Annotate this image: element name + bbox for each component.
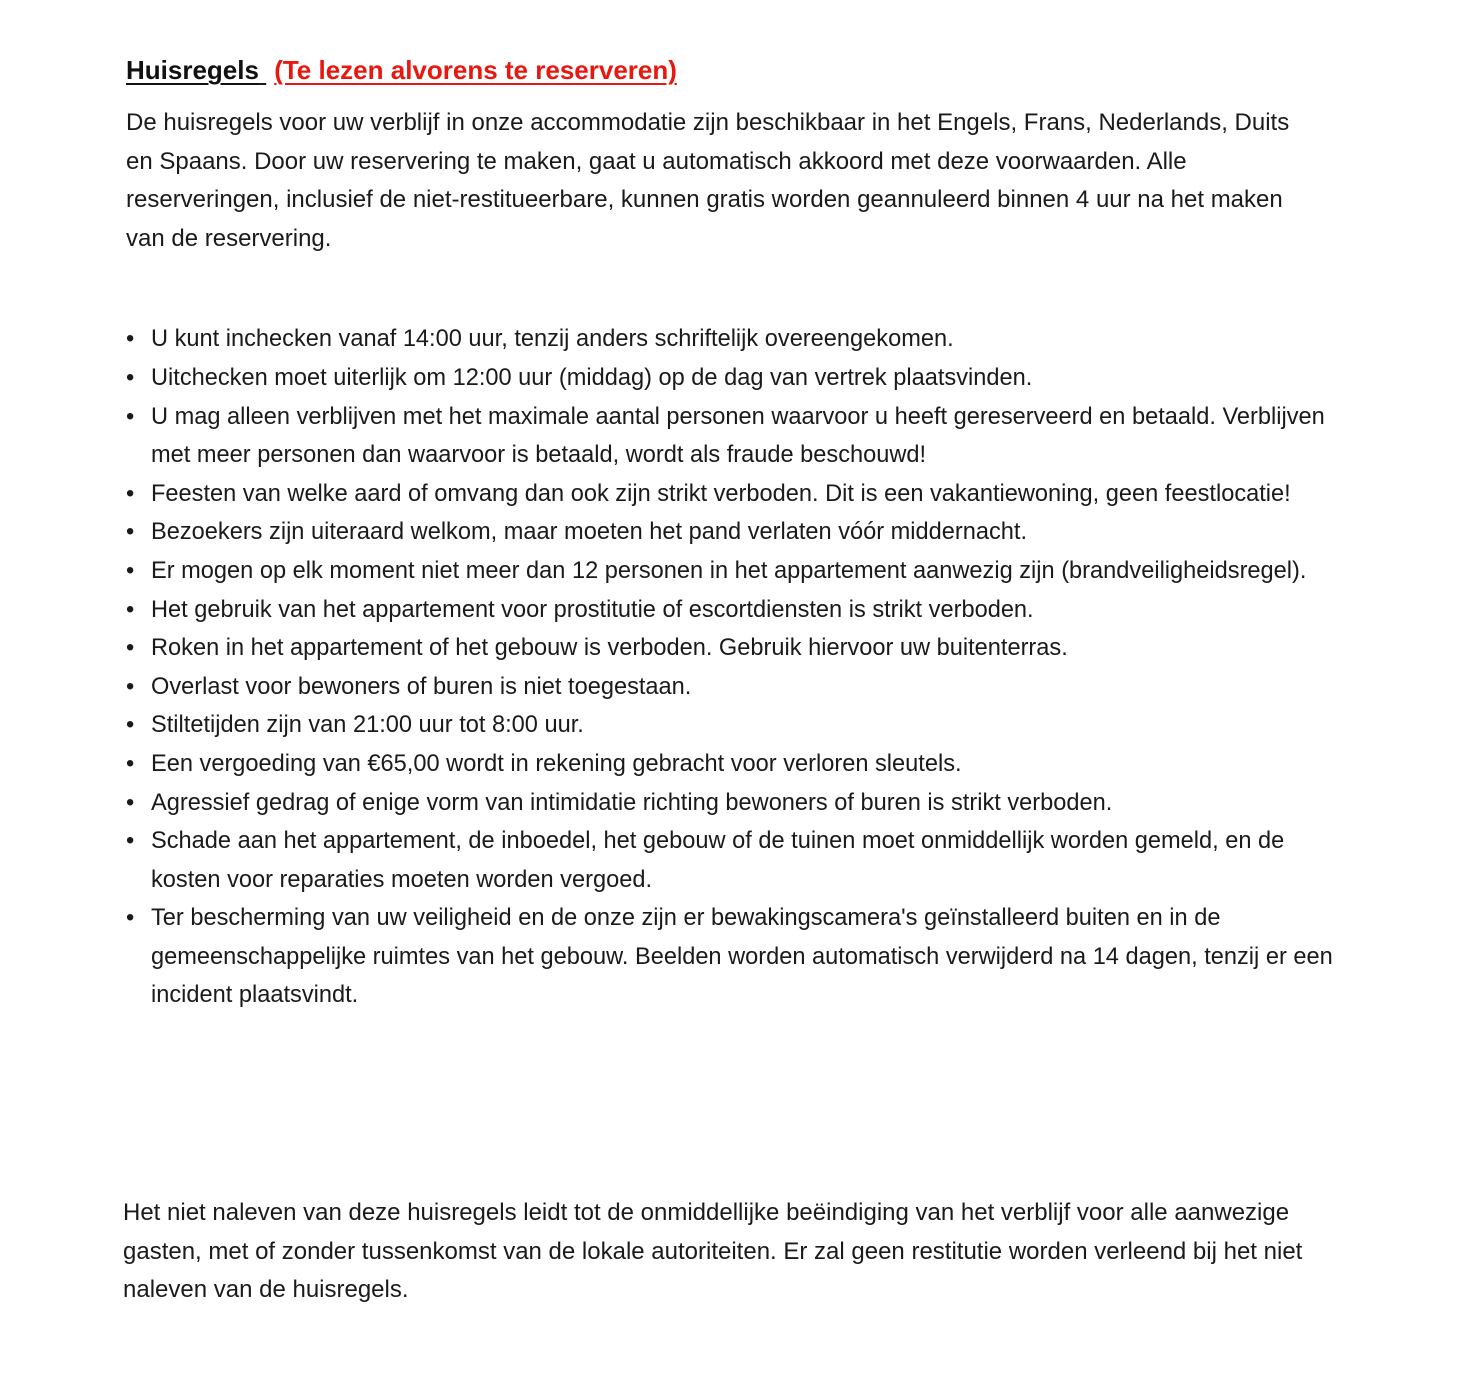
bullet-icon: • — [126, 326, 135, 353]
rule-text: Het gebruik van het appartement voor prostitutie of escortdiensten is strikt verboden. — [151, 596, 1034, 623]
rule-item — [126, 629, 1358, 668]
document-body — [126, 50, 1356, 1015]
rule-item — [126, 591, 1358, 630]
rule-text: Een vergoeding van €65,00 wordt in rekening gebracht voor verloren sleutels. — [151, 750, 962, 777]
rule-text: Agressief gedrag of enige vorm van intimidatie richting bewoners of buren is strikt verboden. — [151, 789, 1113, 816]
rule-item — [126, 475, 1358, 514]
rule-item — [126, 398, 1358, 475]
rule-item — [126, 706, 1358, 745]
rule-text: Er mogen op elk moment niet meer dan 12 personen in het appartement aanwezig zijn (brandveiligheidsregel). — [151, 557, 1307, 584]
document-heading — [126, 50, 1356, 90]
bullet-icon: • — [126, 712, 135, 739]
title-spacer — [259, 55, 266, 85]
bullet-icon: • — [126, 673, 135, 700]
rule-text: Stiltetijden zijn van 21:00 uur tot 8:00 uur. — [151, 712, 584, 739]
rule-text: Schade aan het appartement, de inboedel, het gebouw of de tuinen moet onmiddellijk worden gemeld, en de kosten voor reparaties moeten worden vergoed. — [151, 828, 1285, 893]
bullet-icon: • — [126, 480, 135, 507]
rule-item — [126, 552, 1358, 591]
bullet-icon: • — [126, 635, 135, 662]
bullet-icon: • — [126, 403, 135, 430]
rule-item — [126, 320, 1358, 359]
bullet-icon: • — [126, 364, 135, 391]
rule-text: Bezoekers zijn uiteraard welkom, maar moeten het pand verlaten vóór middernacht. — [151, 519, 1028, 546]
rule-item — [126, 899, 1358, 1015]
rule-text: U mag alleen verblijven met het maximale aantal personen waarvoor u heeft gereserveerd en betaald. Verblijven met meer personen dan waarvoor is betaald, wordt als fraude beschouwd! — [151, 403, 1325, 469]
bullet-icon: • — [126, 905, 135, 932]
bullet-icon: • — [126, 789, 135, 816]
rule-item — [126, 668, 1358, 707]
rule-text: U kunt inchecken vanaf 14:00 uur, tenzij anders schriftelijk overeengekomen. — [151, 326, 954, 353]
rule-text: Roken in het appartement of het gebouw is verboden. Gebruik hiervoor uw buitenterras. — [151, 635, 1068, 662]
intro-paragraph: De huisregels voor uw verblijf in onze accommodatie zijn beschikbaar in het Engels, Frans, Nederlands, Duits en Spaans. Door uw reservering te maken, gaat u automatisch akkoord met deze voorwaarden. Alle reserveringen, inclusief de niet-restitueerbare, kunnen gratis worden geannuleerd binnen 4 uur na het maken van de reservering. — [126, 109, 1290, 252]
bullet-icon: • — [126, 596, 135, 623]
page-subtitle: (Te lezen alvorens te reserveren) — [274, 55, 677, 85]
rule-item — [126, 745, 1358, 784]
rule-text: Ter bescherming van uw veiligheid en de onze zijn er bewakingscamera's geïnstalleerd buiten en in de gemeenschappelijke ruimtes van het gebouw. Beelden worden automatisch verwijderd na 14 dagen, tenzij er een incident plaatsvindt. — [151, 905, 1333, 1009]
bullet-icon: • — [126, 750, 135, 777]
rule-item — [126, 822, 1358, 899]
rule-text: Feesten van welke aard of omvang dan ook zijn strikt verboden. Dit is een vakantiewoning, geen feestlocatie! — [151, 480, 1291, 507]
page-title: Huisregels — [126, 55, 259, 85]
rule-item — [126, 513, 1358, 552]
footer-paragraph: Het niet naleven van deze huisregels leidt tot de onmiddellijke beëindiging van het verblijf voor alle aanwezige gasten, met of zonder tussenkomst van de lokale autoriteiten. Er zal geen restitutie worden verleend bij het niet naleven van de huisregels. — [123, 1199, 1303, 1304]
rule-item — [126, 784, 1358, 823]
rule-text: Overlast voor bewoners of buren is niet toegestaan. — [151, 673, 692, 700]
house-rules-list — [126, 320, 1358, 1015]
rule-text: Uitchecken moet uiterlijk om 12:00 uur (middag) op de dag van vertrek plaatsvinden. — [151, 364, 1033, 391]
bullet-icon: • — [126, 519, 135, 546]
rule-item — [126, 359, 1358, 398]
bullet-icon: • — [126, 828, 135, 855]
bullet-icon: • — [126, 557, 135, 584]
